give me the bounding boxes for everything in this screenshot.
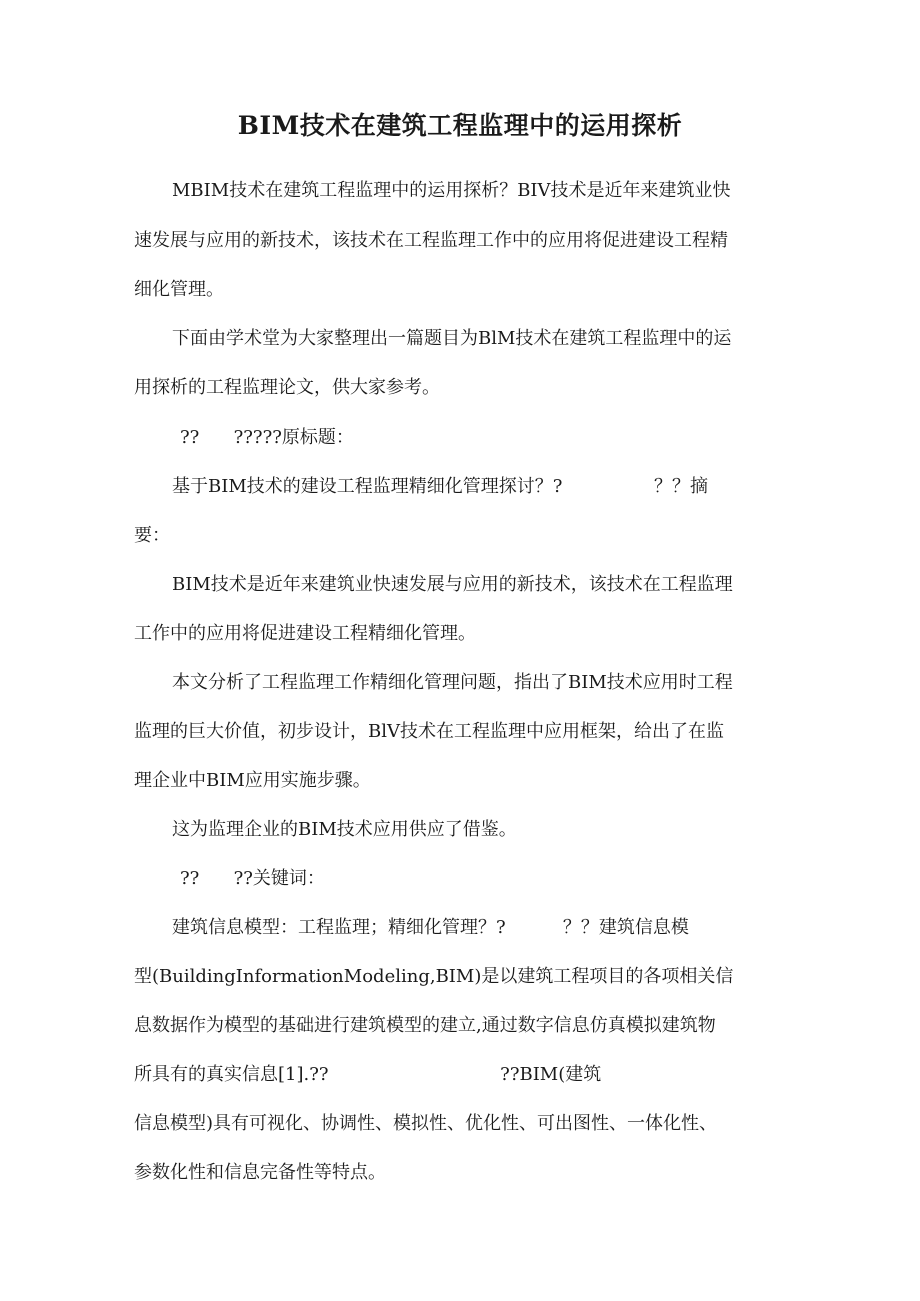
paragraph-line: 用探析的工程监理论文，供大家参考。 xyxy=(134,377,440,398)
paragraph-line: 建筑信息模型：工程监理；精细化管理？? ？？建筑信息模 xyxy=(172,917,689,938)
paragraph-line: 理企业中BIM应用实施步骤。 xyxy=(134,770,371,791)
paragraph-line: 型(BuildingInformationModeling,BIM)是以建筑工程项目的各项相关信 xyxy=(134,966,734,987)
paragraph-line: 细化管理。 xyxy=(134,279,224,300)
original-title-label: ?? ?????原标题： xyxy=(180,427,354,448)
paragraph-line: BIM技术是近年来建筑业快速发展与应用的新技术，该技术在工程监理 xyxy=(172,574,733,595)
paragraph-line: 参数化性和信息完备性等特点。 xyxy=(134,1162,386,1183)
paragraph-line: 信息模型)具有可视化、协调性、模拟性、优化性、可出图性、一体化性、 xyxy=(134,1113,718,1134)
keywords-label: ?? ??关键词： xyxy=(180,868,325,889)
paragraph-line: 本文分析了工程监理工作精细化管理问题，指出了BIM技术应用时工程 xyxy=(172,672,733,693)
paragraph-line: 所具有的真实信息[1].?? ??BIM(建筑 xyxy=(134,1064,602,1085)
paragraph-line: MBIM技术在建筑工程监理中的运用探析？BIV技术是近年来建筑业快 xyxy=(172,180,731,201)
paragraph-line: 下面由学术堂为大家整理出一篇题目为BlM技术在建筑工程监理中的运 xyxy=(172,328,732,349)
paragraph-line: 基于BIM技术的建设工程监理精细化管理探讨？? ？？摘 xyxy=(172,476,708,497)
paragraph-line: 这为监理企业的BIM技术应用供应了借鉴。 xyxy=(172,819,517,840)
paragraph-line: 工作中的应用将促进建设工程精细化管理。 xyxy=(134,623,476,644)
paragraph-line: 息数据作为模型的基础进行建筑模型的建立,通过数字信息仿真模拟建筑物 xyxy=(134,1015,716,1036)
paragraph-line: 监理的巨大价值，初步设计，BlV技术在工程监理中应用框架，给出了在监 xyxy=(134,721,724,742)
abstract-label: 要： xyxy=(134,525,170,546)
paragraph-line: 速发展与应用的新技术，该技术在工程监理工作中的应用将促进建设工程精 xyxy=(134,230,728,251)
document-title: BIM技术在建筑工程监理中的运用探析 xyxy=(237,111,683,140)
